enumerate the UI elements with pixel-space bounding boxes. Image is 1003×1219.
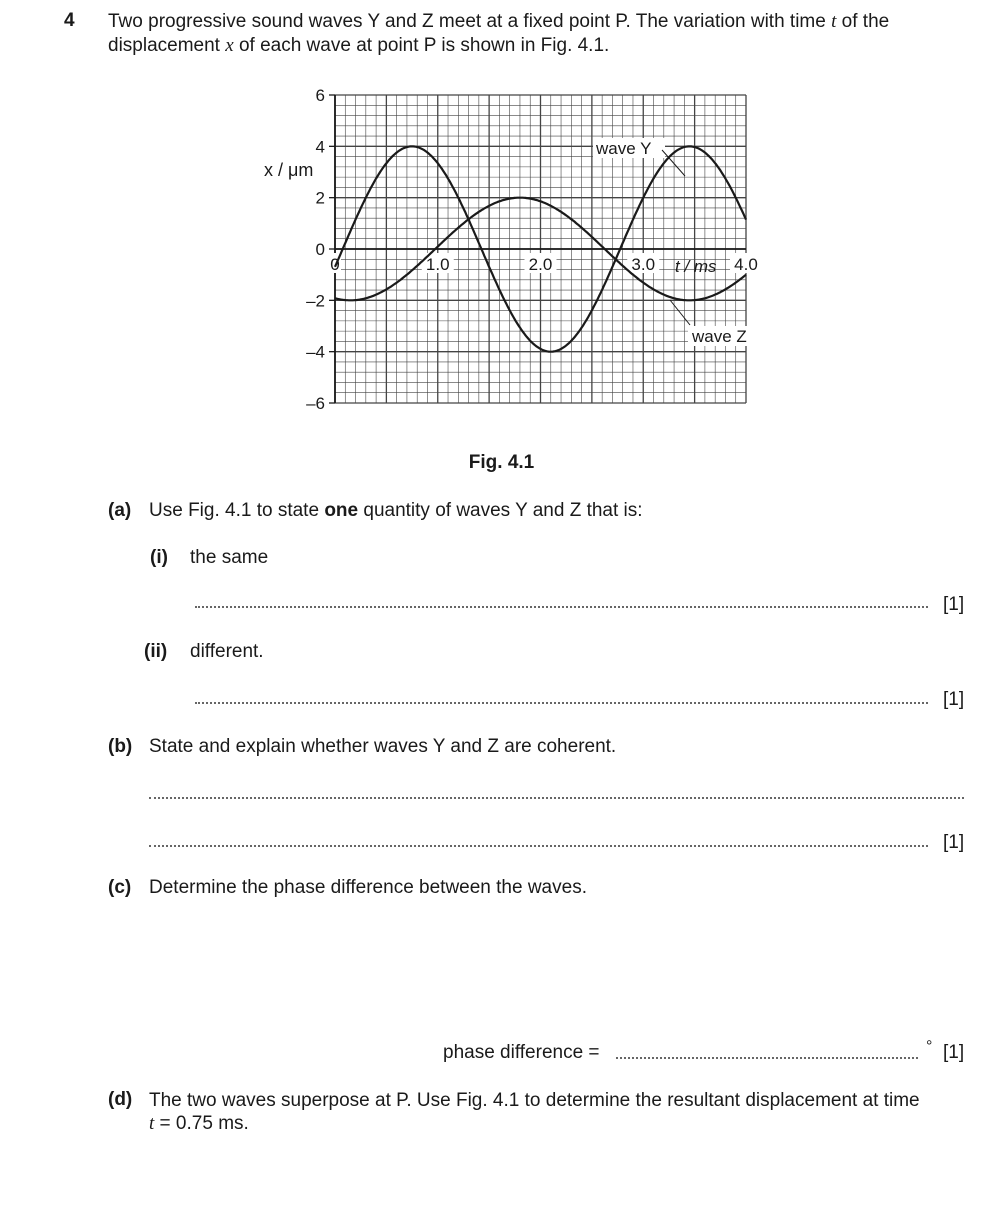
question-number: 4 bbox=[64, 10, 75, 31]
part-a-i-label: (i) bbox=[150, 547, 168, 568]
mark-a-i: [1] bbox=[943, 594, 965, 615]
part-a-label: (a) bbox=[108, 500, 132, 521]
wave-z-pointer bbox=[670, 300, 690, 325]
x-axis-label: t / ms bbox=[675, 257, 717, 276]
displacement-time-graph bbox=[240, 80, 780, 420]
part-a-text: Use Fig. 4.1 to state one quantity of waves Y and Z that is: bbox=[149, 500, 643, 521]
part-a-i-text: the same bbox=[190, 547, 269, 568]
part-d-text: The two waves superpose at P. Use Fig. 4.1 to determine the resultant displacement at time t = 0.75 ms. bbox=[149, 1090, 920, 1134]
mark-b: [1] bbox=[943, 832, 965, 853]
y-tick-label: 0 bbox=[315, 240, 325, 259]
y-tick-label: –2 bbox=[306, 291, 325, 311]
answer-line-b-1[interactable] bbox=[149, 797, 964, 799]
answer-line-a-i[interactable] bbox=[195, 606, 928, 608]
wave-z-label: wave Z bbox=[692, 327, 747, 346]
part-b-text: State and explain whether waves Y and Z are coherent. bbox=[149, 736, 617, 757]
part-a-ii-label: (ii) bbox=[144, 641, 168, 662]
degree-unit: ° bbox=[926, 1038, 933, 1055]
y-tick-label: –6 bbox=[306, 394, 325, 413]
x-tick-label: 4.0 bbox=[734, 255, 758, 274]
mark-a-ii: [1] bbox=[943, 689, 965, 710]
y-axis-label: x / μm bbox=[264, 160, 314, 180]
answer-line-b-2[interactable] bbox=[149, 845, 928, 847]
part-c-text: Determine the phase difference between the waves. bbox=[149, 877, 587, 898]
part-c-label: (c) bbox=[108, 877, 132, 898]
figure-caption: Fig. 4.1 bbox=[468, 452, 535, 473]
x-tick-label: 2.0 bbox=[528, 255, 553, 274]
question-intro: Two progressive sound waves Y and Z meet at a fixed point P. The variation with time t of the displacement x of each wave at point P is shown in Fig. 4.1. bbox=[108, 11, 890, 56]
part-d-label: (d) bbox=[108, 1089, 133, 1110]
x-tick-label: 3.0 bbox=[631, 255, 656, 274]
y-tick-label: 6 bbox=[315, 86, 325, 105]
phase-difference-label: phase difference = bbox=[443, 1042, 600, 1063]
x-tick-label: 0 bbox=[330, 255, 340, 274]
y-tick-label: 2 bbox=[315, 188, 325, 208]
answer-line-c[interactable] bbox=[616, 1057, 918, 1059]
wave-y-label: wave Y bbox=[596, 139, 652, 158]
x-tick-label: 1.0 bbox=[425, 255, 450, 274]
y-tick-label: –4 bbox=[306, 342, 325, 362]
part-b-label: (b) bbox=[108, 736, 133, 757]
y-tick-label: 4 bbox=[315, 137, 325, 157]
graph-grid bbox=[335, 95, 746, 403]
mark-c: [1] bbox=[943, 1042, 965, 1063]
answer-line-a-ii[interactable] bbox=[195, 702, 928, 704]
part-a-ii-text: different. bbox=[190, 641, 264, 662]
